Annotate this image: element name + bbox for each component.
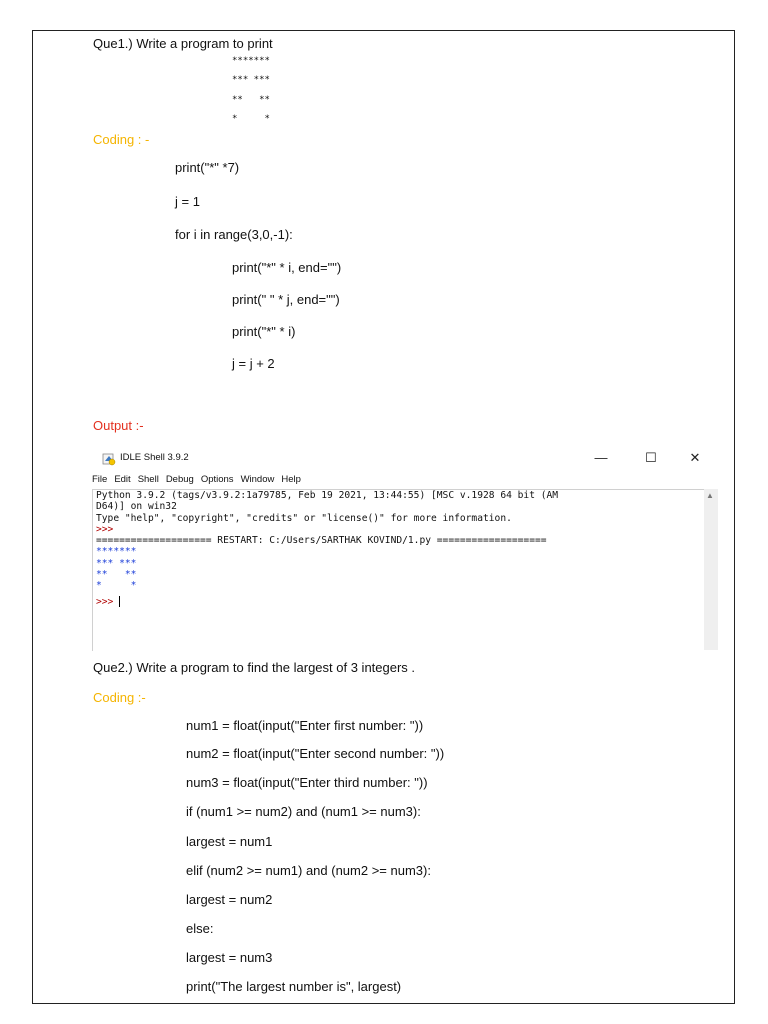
q2-code-line: elif (num2 >= num1) and (num2 >= num3): xyxy=(186,863,431,878)
shell-output-line: ** ** xyxy=(96,569,137,581)
q1-code-line: j = 1 xyxy=(175,194,200,209)
shell-output-line: * * xyxy=(96,580,137,592)
menu-help[interactable]: Help xyxy=(281,474,301,485)
shell-line: D64)] on win32 xyxy=(96,501,177,513)
shell-line: Python 3.9.2 (tags/v3.9.2:1a79785, Feb 19 2021, 13:44:55) [MSC v.1928 64 bit (AM xyxy=(96,490,559,501)
q1-code-line: j = j + 2 xyxy=(232,356,275,371)
pattern-row-2: *** *** xyxy=(232,75,270,85)
maximize-icon[interactable]: ☐ xyxy=(645,450,657,465)
q2-code-line: if (num1 >= num2) and (num1 >= num3): xyxy=(186,804,421,819)
shell-scrollbar[interactable] xyxy=(704,489,718,650)
menu-edit[interactable]: Edit xyxy=(114,474,131,485)
q2-question: Que2.) Write a program to find the largest of 3 integers . xyxy=(93,660,416,675)
shell-prompt: >>> xyxy=(96,523,114,535)
close-icon[interactable]: ✕ xyxy=(689,450,701,465)
pattern-row-3: ** ** xyxy=(232,95,270,105)
scroll-up-icon[interactable]: ▲ xyxy=(706,491,714,500)
q1-code-line: print("*" * i, end="") xyxy=(232,260,342,275)
q1-coding-label: Coding : - xyxy=(93,132,150,147)
q1-code-line: print("*" *7) xyxy=(175,160,240,175)
shell-output-line: ******* xyxy=(96,546,137,558)
q2-coding-label: Coding :- xyxy=(93,690,146,705)
python-idle-icon xyxy=(102,452,116,466)
pattern-row-4: * * xyxy=(232,114,270,124)
pattern-row-1: ******* xyxy=(232,56,270,66)
shell-output-area[interactable] xyxy=(92,489,705,651)
menu-debug[interactable]: Debug xyxy=(165,474,194,485)
q1-output-label: Output :- xyxy=(93,418,144,433)
shell-restart-line: ==================== RESTART: C:/Users/SARTHAK KOVIND/1.py =================== xyxy=(96,535,547,547)
shell-input-line[interactable] xyxy=(93,596,705,608)
menu-file[interactable]: File xyxy=(92,474,108,485)
shell-line: Type "help", "copyright", "credits" or "license()" for more information. xyxy=(96,512,512,524)
q1-question: Que1.) Write a program to print xyxy=(93,36,273,51)
q2-code-line: num1 = float(input("Enter first number: ")) xyxy=(186,718,424,733)
idle-shell-window xyxy=(92,444,718,650)
menu-options[interactable]: Options xyxy=(200,474,234,485)
q2-code-line: largest = num3 xyxy=(186,950,273,965)
q1-code-line: print(" " * j, end="") xyxy=(232,292,340,307)
menu-shell[interactable]: Shell xyxy=(137,474,159,485)
menu-window[interactable]: Window xyxy=(240,474,275,485)
q2-code-line: num3 = float(input("Enter third number: ")) xyxy=(186,775,428,790)
q1-code-line: print("*" * i) xyxy=(232,324,296,339)
shell-output-line: *** *** xyxy=(96,557,137,569)
text-cursor xyxy=(119,596,120,607)
shell-prompt: >>> xyxy=(96,596,120,608)
q2-code-line: else: xyxy=(186,921,214,936)
minimize-icon[interactable]: — xyxy=(594,450,608,465)
idle-menubar xyxy=(92,474,308,488)
idle-title: IDLE Shell 3.9.2 xyxy=(120,452,189,463)
q2-code-line: largest = num1 xyxy=(186,834,273,849)
q1-code-line: for i in range(3,0,-1): xyxy=(175,227,293,242)
q2-code-line: largest = num2 xyxy=(186,892,273,907)
q2-code-line: print("The largest number is", largest) xyxy=(186,979,402,994)
q2-code-line: num2 = float(input("Enter second number: ")) xyxy=(186,746,445,761)
idle-title-bar xyxy=(92,444,718,472)
